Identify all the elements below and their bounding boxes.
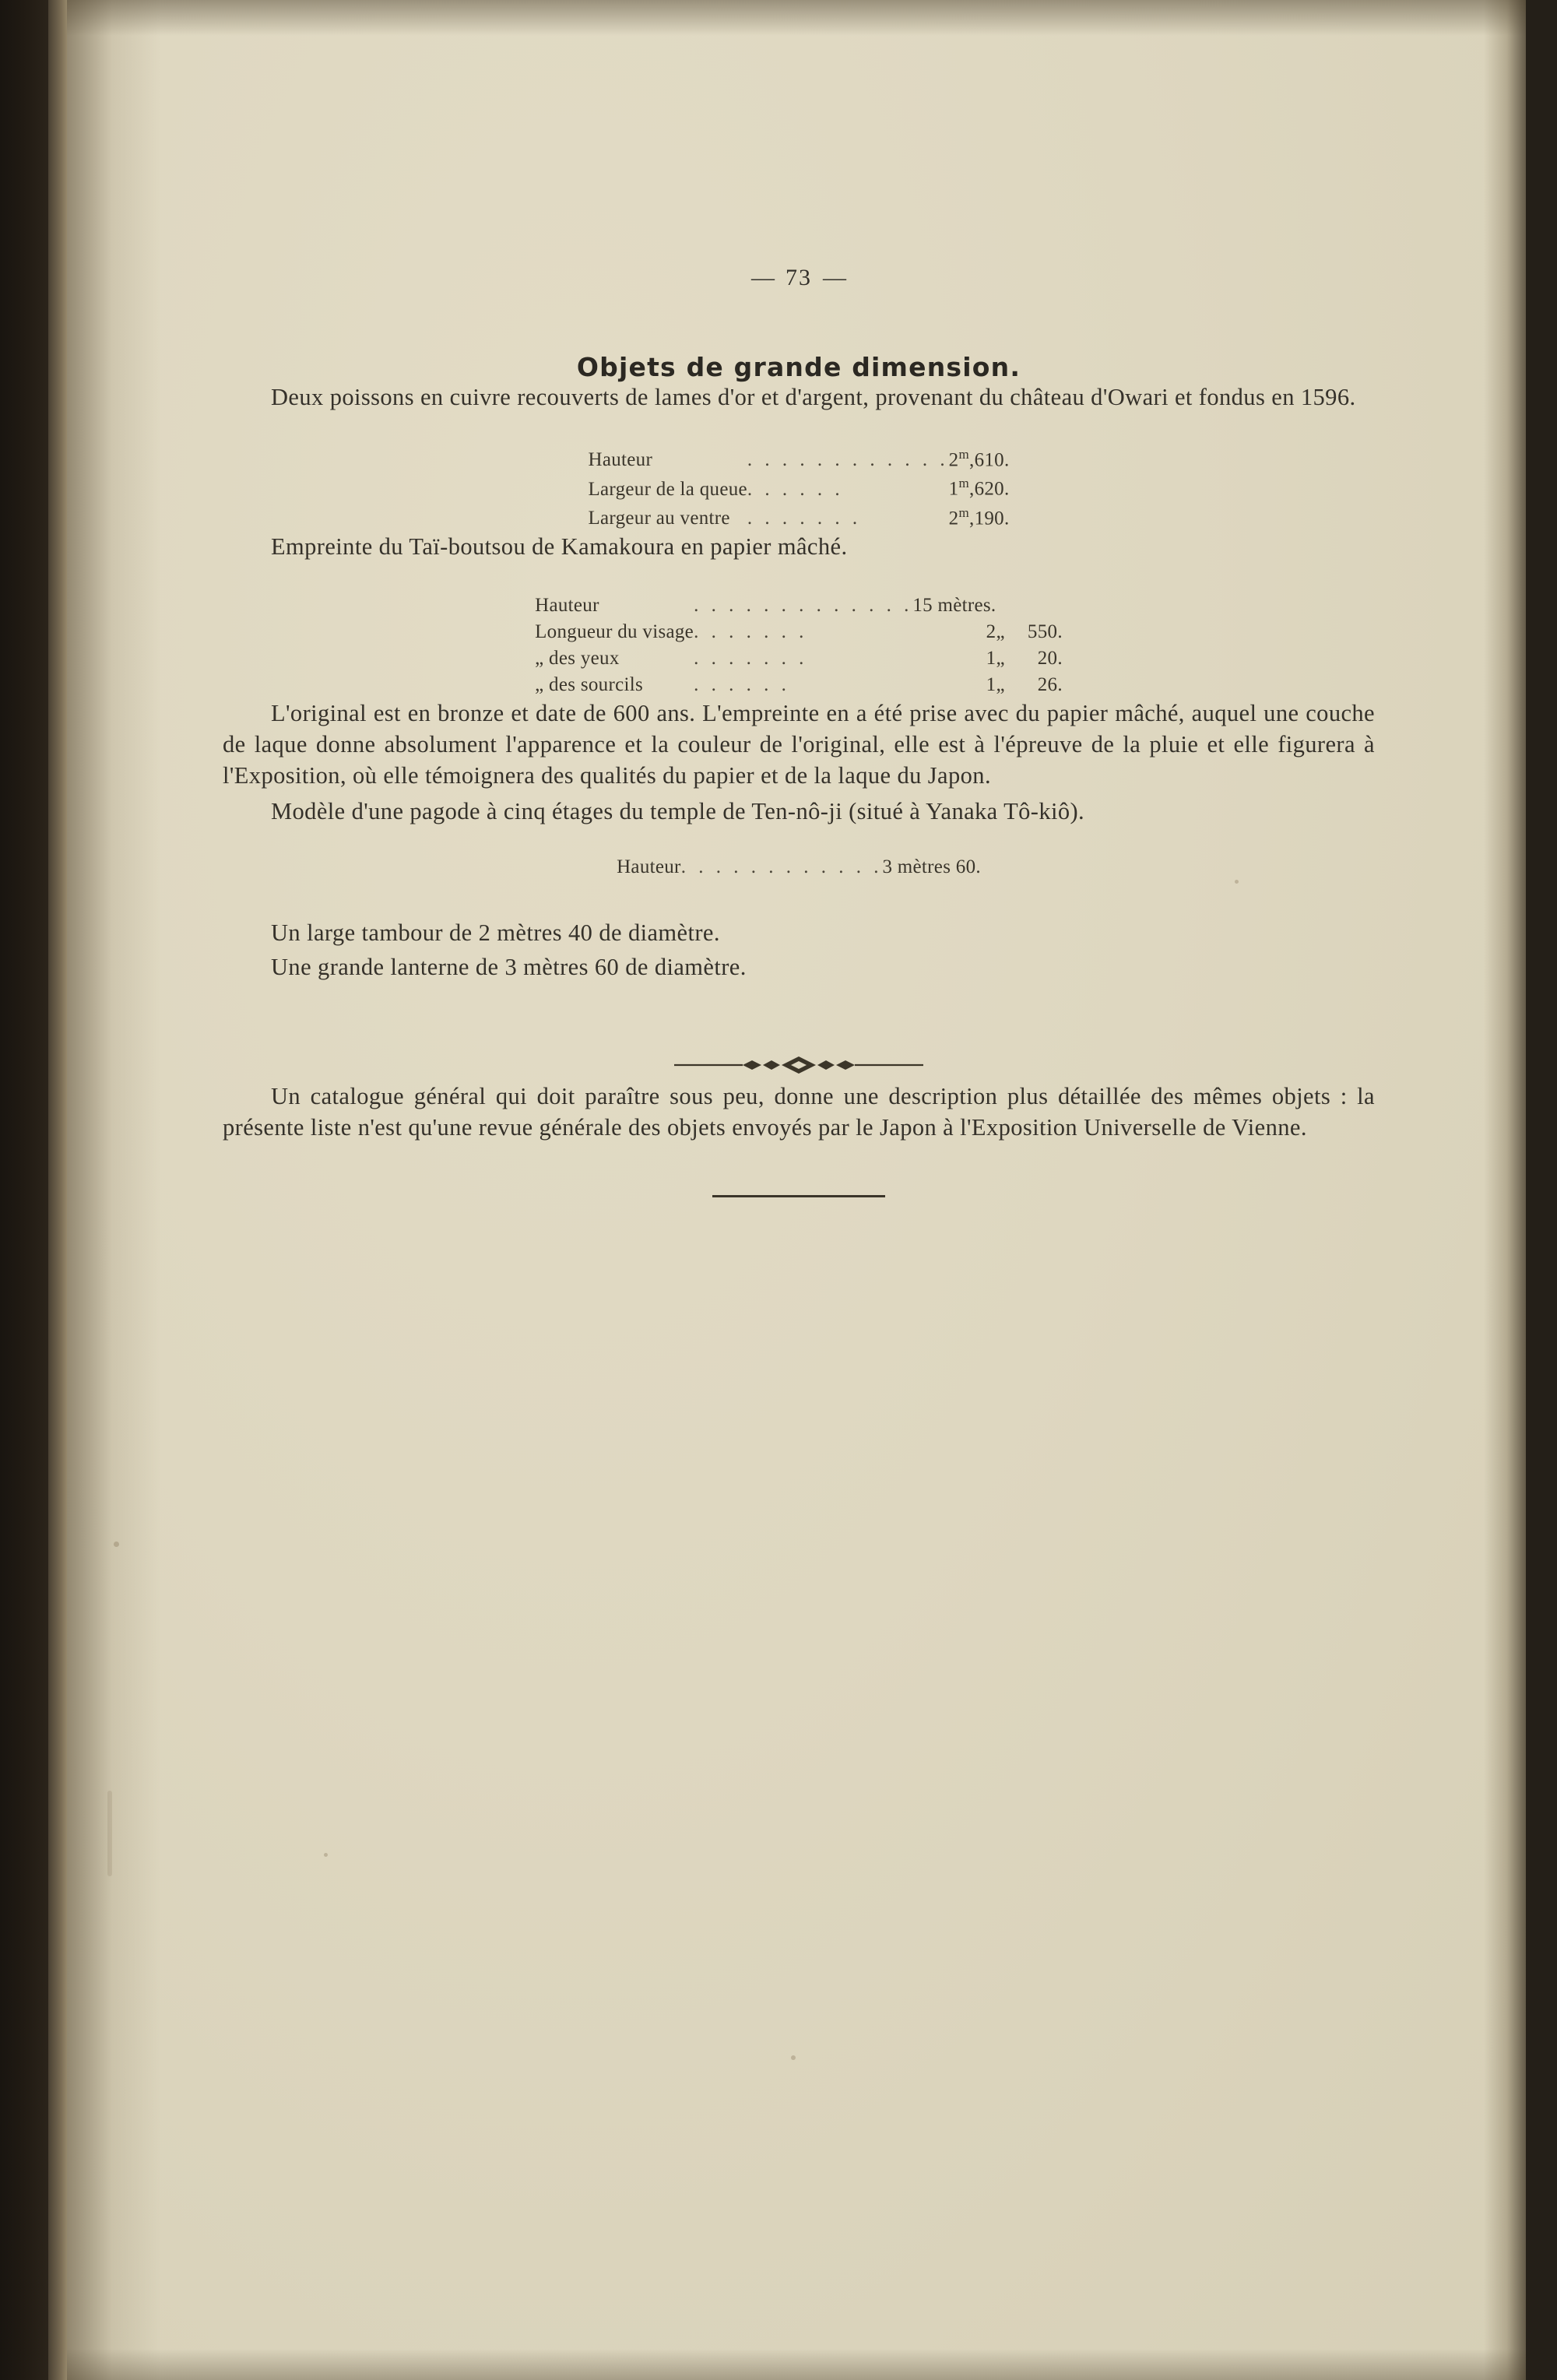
table-row bbox=[535, 619, 1063, 645]
book-spine-shadow bbox=[0, 0, 51, 2380]
measure-dots: . . . . . . . bbox=[694, 620, 808, 642]
paper-speck bbox=[107, 1791, 112, 1876]
measure-unit: „ bbox=[996, 647, 1005, 669]
measure-dots: . . . . . . . bbox=[747, 507, 862, 529]
measure-dots: . . . . . . . . . . . . bbox=[680, 856, 883, 877]
measure-value: 3 mètres 60. bbox=[882, 856, 981, 877]
measure-label: Largeur au ventre bbox=[588, 507, 730, 529]
page-bottom-shadow bbox=[67, 2349, 1526, 2380]
measure-dots: . . . . . . . bbox=[694, 647, 808, 669]
paragraph-original: L'original est en bronze et date de 600 ans. L'empreinte en a été prise avec du papier mâché, auquel une couche de laque donne absolument l'apparence et la couleur de l'original, elle est à l'épreuve de la pluie et elle figurera à l'Exposition, où elle témoignera des qualités du papier et de la laque du Japon. bbox=[223, 699, 1375, 789]
paragraph-drum: Un large tambour de 2 mètres 40 de diamètre. bbox=[271, 919, 720, 946]
measurement-table-pagoda bbox=[223, 854, 1375, 881]
measure-secondary bbox=[1005, 592, 1063, 619]
measurement-table-imprint bbox=[223, 592, 1375, 698]
decorative-divider bbox=[223, 1055, 1375, 1081]
measurement-table-fish bbox=[223, 445, 1375, 532]
measure-value: 2$^m$,610. bbox=[948, 446, 1010, 471]
measure-dots: . . . . . . bbox=[747, 478, 844, 500]
table-row bbox=[588, 445, 1009, 473]
folio-number: 73 bbox=[786, 265, 812, 290]
end-rule bbox=[712, 1195, 885, 1197]
measure-value: 2$^m$,190. bbox=[948, 504, 1010, 529]
paragraph-model: Modèle d'une pagode à cinq étages du temple de Ten-nô-ji (situé à Yanaka Tô-kiô). bbox=[271, 797, 1085, 824]
measure-dots: . . . . . . . . . . . . bbox=[747, 449, 949, 471]
measure-label: Hauteur bbox=[588, 449, 653, 471]
paragraph-fish: Deux poissons en cuivre recouverts de lames d'or et d'argent, provenant du château d'Owari et fondus en 1596. bbox=[271, 384, 1356, 410]
table-row bbox=[535, 645, 1063, 672]
table-row bbox=[588, 473, 1009, 502]
measure-value: 15 mètres. bbox=[912, 594, 996, 616]
book-spine-edge bbox=[48, 0, 69, 2380]
page-paper bbox=[67, 0, 1526, 2380]
measure-label: Hauteur bbox=[617, 856, 681, 877]
paragraph-imprint: Empreinte du Taï-boutsou de Kamakoura en papier mâché. bbox=[271, 533, 848, 560]
folio-dash-left: — bbox=[751, 265, 775, 290]
measure-label: Longueur du visage bbox=[535, 620, 694, 642]
measure-dots: . . . . . . . . . . . . . bbox=[694, 594, 913, 616]
measure-unit bbox=[996, 592, 1004, 619]
measure-unit: „ bbox=[996, 620, 1005, 642]
measure-secondary: 550. bbox=[1027, 620, 1063, 642]
measure-label: „ des yeux bbox=[535, 647, 620, 669]
measure-secondary: 26. bbox=[1037, 673, 1063, 695]
measure-value: 2 bbox=[986, 620, 996, 642]
table-row bbox=[535, 592, 1063, 619]
paper-speck bbox=[114, 1542, 119, 1547]
folio-dash-right: — bbox=[823, 265, 846, 290]
measure-label: Hauteur bbox=[535, 594, 599, 616]
measure-value: 1 bbox=[986, 647, 996, 669]
paragraph-lantern: Une grande lanterne de 3 mètres 60 de diamètre. bbox=[271, 953, 747, 980]
paragraph-catalogue: Un catalogue général qui doit paraître sous peu, donne une description plus détaillée des mêmes objets : la présente liste n'est qu'une revue générale des objets envoyés par le Japon à l'Exposition Universelle de Vienne. bbox=[223, 1082, 1375, 1141]
measure-value: 1$^m$,620. bbox=[948, 476, 1010, 500]
measure-label: Largeur de la queue bbox=[588, 478, 747, 500]
page-folio bbox=[223, 265, 1375, 291]
table-row bbox=[617, 854, 981, 881]
measure-dots: . . . . . . bbox=[694, 673, 790, 695]
measure-secondary: 20. bbox=[1037, 647, 1063, 669]
page-right-shadow bbox=[1484, 0, 1526, 2380]
paper-speck bbox=[324, 1853, 328, 1857]
paper-speck bbox=[791, 2055, 796, 2060]
measure-label: „ des sourcils bbox=[535, 673, 644, 695]
measure-unit: „ bbox=[996, 673, 1005, 695]
table-row bbox=[535, 672, 1063, 698]
measure-value: 1 bbox=[986, 673, 996, 695]
page-content bbox=[223, 0, 1375, 1197]
page-gutter-shading bbox=[67, 0, 160, 2380]
page-title: Objets de grande dimension. bbox=[576, 352, 1021, 382]
table-row bbox=[588, 503, 1009, 532]
